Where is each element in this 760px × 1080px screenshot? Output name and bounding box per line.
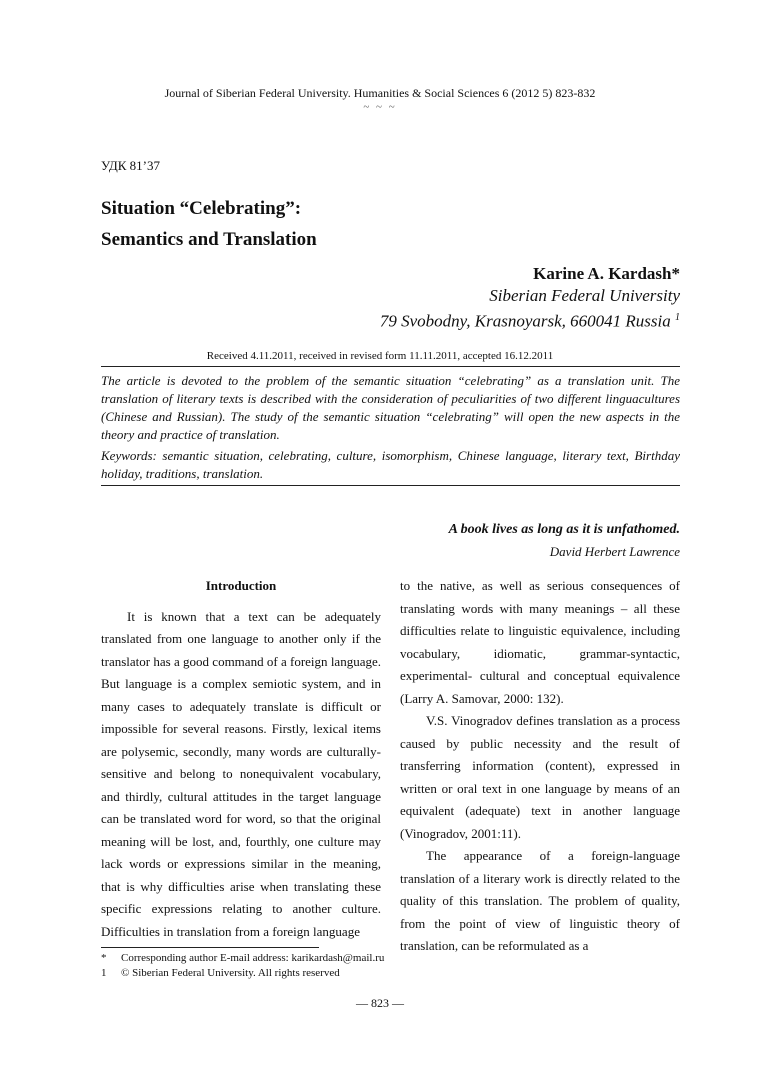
author-block — [380, 263, 680, 333]
author-affiliation: Siberian Federal University — [489, 286, 680, 305]
right-column — [400, 575, 680, 958]
epigraph — [449, 519, 680, 563]
footnotes — [101, 951, 384, 981]
footnote-rule — [101, 947, 319, 948]
footnote-mark: 1 — [101, 967, 107, 979]
abstract-bottom-rule — [101, 485, 680, 486]
journal-header: Journal of Siberian Federal University. Humanities & Social Sciences 6 (2012 5) 823-832 — [164, 86, 596, 100]
author-name: Karine A. Kardash* — [533, 264, 680, 283]
left-column — [101, 575, 381, 943]
header-ornament: ~ ~ ~ — [363, 101, 397, 113]
footnote — [101, 951, 384, 966]
paragraph-right-1: to the native, as well as serious consequences of translating words with many meanings – all these difficulties relate to linguistic equivalence, including vocabulary, idiomatic, grammar-syntactic, experimental- cultural and conceptual equivalence (Larry A. Samovar, 2000: 132). — [400, 578, 680, 706]
abstract-top-rule — [101, 366, 680, 367]
paragraph-left-1: It is known that a text can be adequately translated from one language to another only if the translator has a good command of a foreign language. But language is a complex semiotic system, and in many cases to adequately translate is difficult or impossible for several reasons. Firstly, lexical items are polysemic, secondly, many words are culturally-sensitive and belong to nonequivalent vocabulary, and thirdly, cultural attitudes in the target language can be translated word for word, so that the original meaning will be lost, and, fourthly, one culture may lack words or expressions similar in the meaning, that is why difficulties arise when translating these specific expressions relating to another culture. Difficulties in translation from a foreign language — [101, 608, 381, 939]
article-title — [101, 193, 317, 255]
epigraph-quote: A book lives as long as it is unfathomed. — [448, 522, 680, 537]
footnote-text: Corresponding author E-mail address: karikardash@mail.ru — [121, 952, 385, 964]
address-footnote-mark: 1 — [675, 312, 680, 323]
page-number: — 823 — — [356, 996, 404, 1010]
footnote-text: © Siberian Federal University. All rights reserved — [121, 967, 340, 979]
epigraph-author: David Herbert Lawrence — [549, 544, 680, 559]
keywords: Keywords: semantic situation, celebrating, culture, isomorphism, Chinese language, literary text, Birthday holiday, traditions, translation. — [101, 448, 680, 481]
footnote-mark: * — [101, 952, 107, 964]
received-dates: Received 4.11.2011, received in revised form 11.11.2011, accepted 16.12.2011 — [206, 350, 554, 362]
paragraph-right-3: The appearance of a foreign-language translation of a literary work is directly related to the quality of this translation. The problem of quality, from the point of view of linguistic theory of translation, can be reformulated as a — [400, 848, 680, 953]
title-line-2: Semantics and Translation — [101, 229, 317, 250]
footnote — [101, 966, 384, 981]
abstract: The article is devoted to the problem of the semantic situation “celebrating” as a translation unit. The translation of literary texts is described with the consideration of peculiarities of two different linguacultures (Chinese and Russian). The study of the semantic situation “celebrating” will open the new aspects in the theory and practice of translation. — [101, 373, 680, 442]
udk-code: УДК 81’37 — [101, 158, 161, 173]
author-address-line — [380, 307, 680, 333]
title-line-1: Situation “Celebrating”: — [101, 198, 302, 219]
paragraph-right-2: V.S. Vinogradov defines translation as a process caused by public necessity and the result of transferring information (content), expressed in written or oral text in one language by means of an equivalent (adequate) text in another language (Vinogradov, 2001:11). — [400, 713, 680, 841]
author-address: 79 Svobodny, Krasnoyarsk, 660041 Russia — [379, 311, 671, 331]
section-heading: Introduction — [205, 578, 277, 593]
